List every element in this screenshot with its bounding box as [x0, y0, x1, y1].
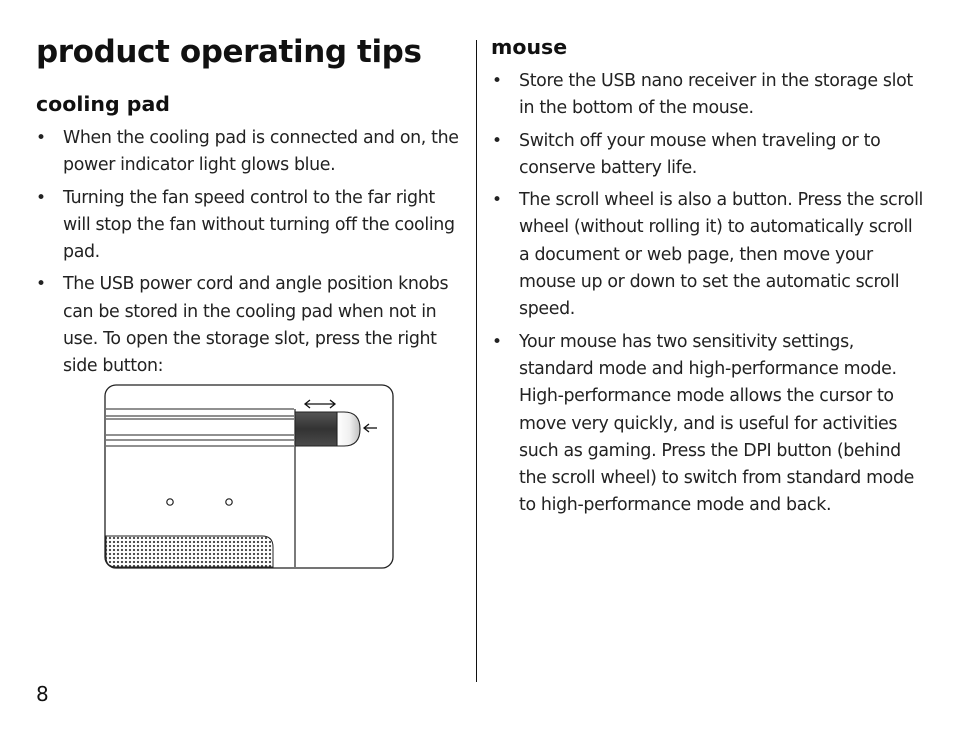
- storage-slot-bar: [295, 412, 337, 446]
- side-button-icon: [337, 412, 360, 446]
- mouse-tip: • Store the USB nano receiver in the storage slot in the bottom of the mouse.: [492, 68, 924, 123]
- mouse-tip: • The scroll wheel is also a button. Press the scroll wheel (without rolling it) to automatically scroll a document or web page, then move your mouse up or down to set the automatic scroll speed.: [492, 187, 924, 323]
- mouse-heading: mouse: [491, 35, 568, 59]
- column-divider: [476, 40, 477, 682]
- mouse-tip: • Switch off your mouse when traveling or to conserve battery life.: [492, 128, 924, 183]
- knob-icon: [167, 499, 173, 505]
- page-number: 8: [36, 682, 49, 706]
- cooling-pad-tip: • The USB power cord and angle position knobs can be stored in the cooling pad when not in use. To open the storage slot, press the right side button:: [36, 271, 462, 380]
- cooling-pad-tips-list: [36, 125, 462, 386]
- cooling-pad-heading: cooling pad: [36, 92, 170, 116]
- page-title: product operating tips: [36, 34, 422, 70]
- fan-grille: [106, 536, 273, 567]
- cooling-pad-storage-slot-illustration: [104, 384, 396, 570]
- knob-icon: [226, 499, 232, 505]
- cooling-pad-tip: • Turning the fan speed control to the far right will stop the fan without turning off the cooling pad.: [36, 185, 462, 267]
- cooling-pad-tip: • When the cooling pad is connected and on, the power indicator light glows blue.: [36, 125, 462, 180]
- mouse-tips-list: [492, 68, 924, 525]
- mouse-tip: • Your mouse has two sensitivity settings, standard mode and high-performance mode. High-performance mode allows the cursor to move very quickly, and is useful for activities such as gaming. Press the DPI button (behind the scroll wheel) to switch from standard mode to high-performance mode and back.: [492, 329, 924, 520]
